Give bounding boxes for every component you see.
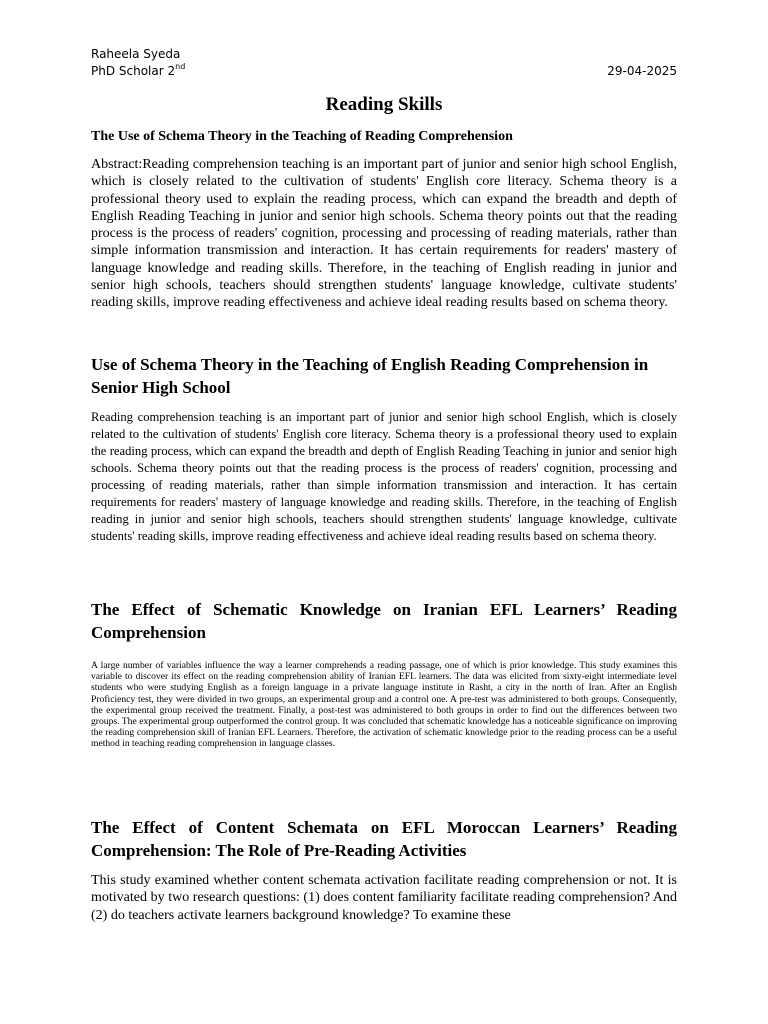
author-role-text: PhD Scholar 2 — [91, 64, 176, 78]
page-title: Reading Skills — [325, 94, 443, 115]
author-role — [91, 63, 185, 80]
section-heading-schema-theory: Use of Schema Theory in the Teaching of English Reading Comprehension in Senior High School — [91, 355, 649, 397]
section-heading-moroccan-efl: The Effect of Content Schemata on EFL Moroccan Learners’ Reading Comprehension: The Role of Pre-Reading Activities — [91, 818, 677, 860]
section-heading-iranian-efl: The Effect of Schematic Knowledge on Iranian EFL Learners’ Reading Comprehension — [91, 600, 677, 642]
author-role-superscript: nd — [175, 62, 186, 71]
document-date: 29-04-2025 — [607, 64, 677, 78]
section-body-moroccan-efl: This study examined whether content schemata activation facilitate reading comprehension or not. It is motivated by two research questions: (1) does content familiarity facilitate reading comprehension? And (2) do teachers activate learners background knowledge? To examine these — [91, 873, 677, 923]
author-name: Raheela Syeda — [91, 47, 181, 61]
abstract-paragraph: Abstract:Reading comprehension teaching is an important part of junior and senior high school English, which is closely related to the cultivation of students' English core literacy. Schema theory is a professional theory used to explain the reading process, which can expand the breadth and depth of English Reading Teaching in junior and senior high schools. Schema theory points out that the reading process is the process of readers' cognition, processing and processing of reading materials, rather than simple information transmission and interaction. It has certain requirements for readers' mastery of language knowledge and reading skills. Therefore, in the teaching of English reading in junior and senior high schools, teachers should strengthen students' language knowledge, cultivate students' reading skills, improve reading effectiveness and achieve ideal reading results based on schema theory. — [91, 157, 677, 311]
document-header — [91, 46, 677, 80]
section-body-schema-theory: Reading comprehension teaching is an important part of junior and senior high school English, which is closely related to the cultivation of students' English core literacy. Schema theory is a professional theory used to explain the reading process, which can expand the breadth and depth of English Reading Teaching in junior and senior high schools. Schema theory points out that the reading process is the process of readers' cognition, processing and processing of reading materials, rather than simple information transmission and interaction. It has certain requirements for readers' mastery of language knowledge and reading skills. Therefore, in the teaching of English reading in junior and senior high schools, teachers should strengthen students' language knowledge, cultivate students' reading skills, improve reading effectiveness and achieve ideal reading results based on schema theory. — [91, 410, 677, 543]
section-body-iranian-efl: A large number of variables influence the way a learner comprehends a reading passage, one of which is prior knowledge. This study examines this variable to discover its effect on the reading comprehension ability of Iranian EFL learners. The data was elicited from sixty-eight intermediate level students who were studying English as a foreign language in a private language institute in Rasht, a city in the north of Iran. After an English Proficiency test, they were divided in two groups, an experimental group and a control one. A pre-test was administered to both groups. Consequently, the experimental group received the treatment. Finally, a post-test was administered to both groups in order to find out the differences between two groups. The experimental group outperformed the control group. It was concluded that schematic knowledge has a noticeable significance on improving the reading comprehension skill of Iranian EFL Learners. Therefore, the activation of schematic knowledge prior to the reading process can be a useful method in teaching reading comprehension in language classes. — [91, 660, 677, 750]
document-subtitle: The Use of Schema Theory in the Teaching of Reading Comprehension — [91, 129, 513, 144]
